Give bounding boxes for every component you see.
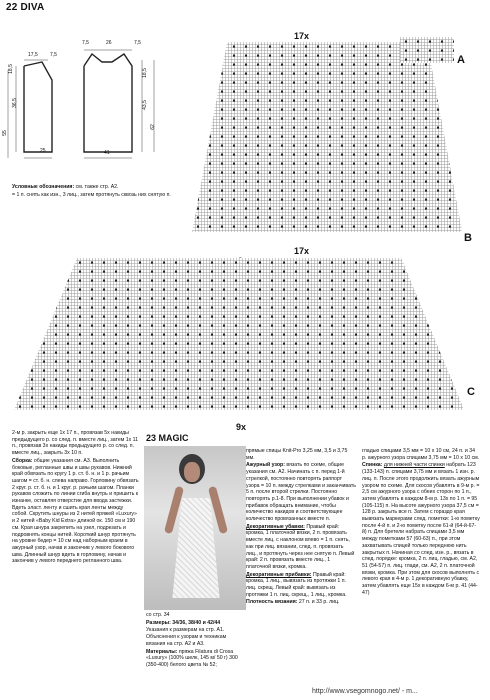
density-text: 27 п. и 33 р. лиц. (298, 599, 340, 606)
dim-left-width-1: 17,5 (28, 52, 38, 58)
back-title: Спинка: (362, 462, 383, 469)
chart-label-c: C (467, 386, 475, 398)
dim-right-height-1: 18,5 (141, 68, 148, 78)
legend-title-rest: см. также стр. А2. (75, 184, 119, 190)
middle-paragraph-1: прямые спицы Knit-Pro 3,25 мм, 3,5 и 3,75 мм. (246, 448, 348, 461)
repeat-label-mid-right: 17x (294, 246, 310, 256)
dim-right-bottom: 41 (104, 150, 110, 156)
right-column (362, 448, 480, 597)
legend-title: Условные обозначения: (12, 184, 75, 190)
sizes-value: 34/36, 38/40 и 42/44 (172, 619, 221, 626)
dec-title: Декоративные убавки: (246, 523, 305, 530)
materials-label: Материалы: (146, 648, 178, 655)
dec-text: Правый край: кромка, 1 платочной вязки, 2 п. провязать вместе лиц. с наклоном влево = 1 п. снять, как при лиц. вязании, след. п. провязать лиц., и протянуть через нее снятую п. Левый край: 2 п. провязать вместе лиц., 1 платочной вязки, кромка. (246, 523, 355, 570)
dim-right-height-2: 43,5 (141, 100, 148, 110)
dim-right-height-3: 62 (149, 124, 156, 130)
inc-title: Декоративные прибавки: (246, 571, 312, 578)
dim-right-width-1: 7,5 (82, 40, 89, 46)
sizes-label: Размеры: (146, 619, 171, 626)
chart-key-a (400, 37, 454, 63)
dim-left-height-2: 36,5 (11, 98, 18, 108)
dim-right-width-3: 7,5 (134, 40, 141, 46)
magic-ref: со стр. 34 (146, 612, 170, 618)
right-paragraph-1: гладью спицами 3,5 мм = 10 х 10 см, 24 п. и 34 р. ажурного узора спицами 3,75 мм = 10 х 10 см. (362, 448, 480, 461)
lace-text: вязать по схеме, общие указания см. А2. Начинать с п. перед 1-й стрелкой, постоянно повторять раппорт узора = 10 п. между стрелками и заканчивать 5 п. после второй стрелки. Постоянно повторять р.1-8. При выполнении убавок и прибавок обращать внимание, чтобы количество накидов и соответствующее количество провязанных вместе п. (246, 462, 356, 523)
lace-title: Ажурный узор: (246, 462, 285, 469)
assembly-title: Сборка: (12, 457, 33, 464)
sizes-note: Указания к размерам на стр. А1. Объяснения к узорам и техникам вязания на стр. А2 и А3. (146, 627, 227, 647)
knitting-chart-bottom (14, 258, 464, 410)
repeat-label-top: 17x (294, 31, 310, 41)
chart-label-a: A (457, 54, 465, 66)
dim-left-height-3: 55 (1, 130, 8, 136)
model-photo (144, 446, 246, 610)
dim-left-height-1: 18,5 (7, 64, 14, 74)
legend-symbol-text: = 1 п. снять как изн., 3 лиц., затем протянуть сквозь них снятую п. (12, 191, 171, 198)
back-underlined: для нижней части спинки (383, 462, 445, 469)
dim-left-width-2: 7,5 (50, 52, 57, 58)
middle-column (246, 448, 356, 607)
dim-right-width-2: 26 (106, 40, 112, 46)
density-title: Плотность вязания: (246, 599, 298, 606)
inc-text: Правый край: кромка, 1 лиц., вывязать из протяжки 1 п. лиц. скрещ. Левый край: вывязать из протяжки 1 п. лиц. скрещ., 1 лиц., кромка. (246, 571, 347, 598)
magic-info (146, 612, 242, 670)
section-title-magic: 23 MAGIC (146, 433, 189, 443)
materials-text: пряжа Filatura di Crosa «Luxury» (100% шелк, 145 м/ 50 г) 300 (350-400) белого цвета № 52; (146, 648, 238, 668)
photo-face (184, 462, 200, 482)
page-title: 22 DIVA (6, 2, 45, 13)
back-text: набрать 123 (133-143) п. спицами 3,75 мм и вязать 1 изн. р. лиц. п. После этого продолжить вязать ажурным узором по схеме. Для скосов убавлять в 9-м р. = 2,5 см ажурного узора с обеих сторон по 1 п., затем убавлять в каждом 8-м р. 13x по 1 п. = 95 (105-115) п. На высоте ажурного узора 37,5 см = 128 р. закрыть все п. Затем с гораздо края вывязать маркерами след. пометки: 1-ю пометку после 4-й п. и 2-ю пометку после 61-й (64-й-67-й) п. Для бретели набрать спицами 3,5 мм между пометками 57 (60-63) п., при этом захватывать спицей только переднюю нить закрытых п. Начиная со след. изн. р., вязать в след. порядке: кромка, 2 п. лиц. гладью, см. А2, 51 (54-57) п. лиц. глади, см. А2, 2 п. платочной вязки, кромка. При этом для скосов выполнять с левого края в 4-м р. 1 декоративную убавку, затем убавлять еще 15x в каждом 6-м р. 41 (44-47) (362, 462, 480, 596)
left-paragraph-1: 2-м р. закрыть еще 1x 17 п., провязав 5x накиды предыдущего р. со след. п. вместе лиц., затем 1x 11 п., провязав 3x накиды предыдущего р. со след. п. вместе лиц., закрыть 3x 10 п. (12, 430, 139, 457)
legend (12, 184, 172, 199)
schematic-diagram (1, 30, 166, 165)
assembly-text: общие указания см. А3. Выполнить боковые, регланные швы и швы рукавов. Нижний край обвязать по кругу 1 р. ст. б. н. и 1 р. рачьим шагом = ст. б. н. слева направо. Горловину обвязать 2 круг. р. ст. б. н. и 1 круг. р. рачьим шагом. Планки рукавов сложить по линии сгиба внутрь и пришить к изнанке, оставляя отверстие для ввода застежки. Вдеть эласт. ленту и сшить края ленты между собой. Скрутить шнуры из 2 нитей пряжей «Luxury» и 2 нитей «Baby Kid Extra» длиной ок. 150 см и 190 см. Края шнура закрепить на узел, подрезать и подровнять концы нитей. Короткий шнур протянуть на уровне бедер = 10 см над наборным краем в ажурный узор, начав и закончив у левого бокового шва. Длинный шнур вдеть в горловину, начав и закончив у левого переднего регланного шва. (12, 457, 139, 565)
watermark-text: http://www.vsegomnogo.net/ - m... (312, 688, 418, 695)
chart-label-b: B (464, 232, 472, 244)
knitting-chart-top (192, 42, 462, 232)
left-column (12, 430, 140, 566)
repeat-label-bottom: 9x (236, 422, 247, 432)
dim-left-bottom: 25 (40, 148, 46, 154)
